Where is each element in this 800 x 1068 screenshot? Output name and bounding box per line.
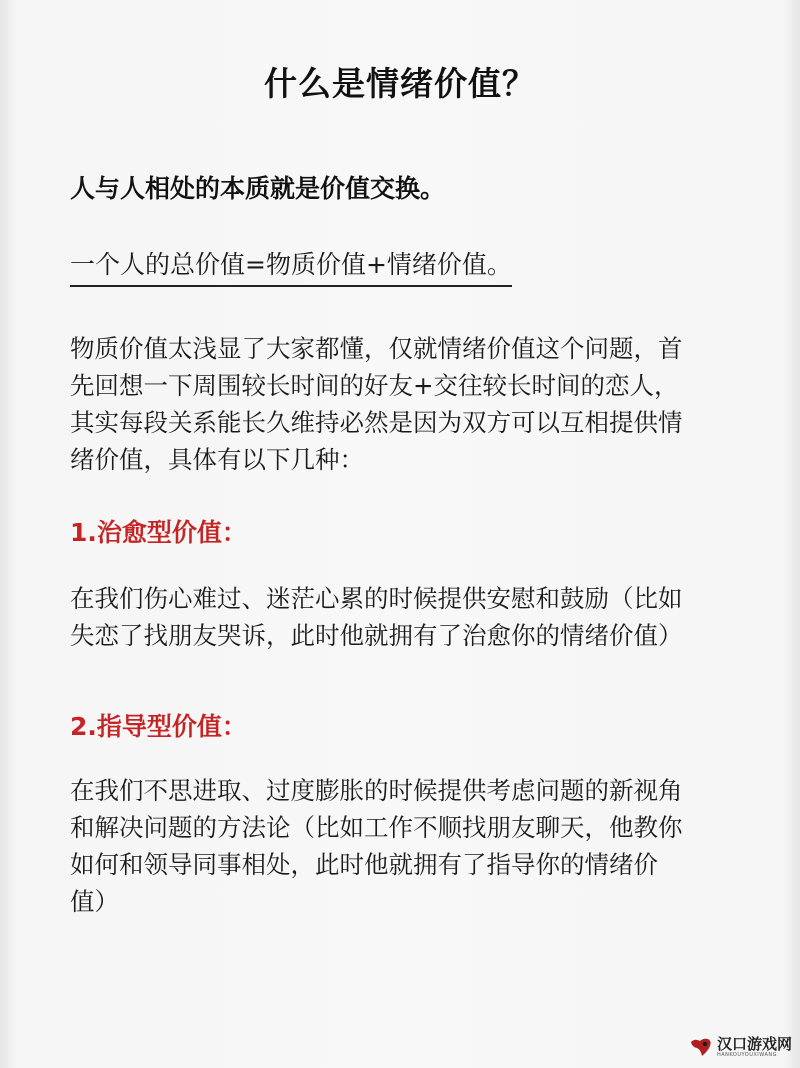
section2-line: 和解决问题的方法论（比如工作不顺找朋友聊天，他教你	[70, 813, 683, 842]
intro-line: 物质价值太浅显了大家都懂，仅就情绪价值这个问题，首	[70, 334, 683, 363]
watermark-name: 汉口游戏网	[716, 1035, 792, 1053]
value-formula-text: 一个人的总价值=物质价值+情绪价值。	[70, 246, 512, 287]
intro-line: 先回想一下周围较长时间的好友+交往较长时间的恋人，	[70, 371, 679, 400]
intro-paragraph	[70, 330, 730, 478]
section2-heading: 2.指导型价值：	[70, 712, 247, 741]
site-logo-icon	[689, 1036, 713, 1058]
watermark-subtitle: HANKOUYOUXIWANG	[716, 1052, 777, 1058]
section1-line: 在我们伤心难过、迷茫心累的时候提供安慰和鼓励（比如	[70, 584, 683, 613]
section1-paragraph	[70, 580, 730, 654]
section2-line: 值）	[70, 887, 119, 916]
page-title: 什么是情绪价值？	[264, 64, 536, 103]
section2-line: 如何和领导同事相处，此时他就拥有了指导你的情绪价	[70, 850, 658, 879]
intro-line: 绪价值，具体有以下几种：	[70, 445, 364, 474]
section1-heading: 1.治愈型价值：	[70, 518, 247, 547]
section2-line: 在我们不思进取、过度膨胀的时候提供考虑问题的新视角	[70, 776, 683, 805]
site-watermark	[689, 1036, 792, 1058]
section2-paragraph	[70, 772, 730, 920]
core-statement: 人与人相处的本质就是价值交换。	[70, 174, 446, 203]
section1-line: 失恋了找朋友哭诉，此时他就拥有了治愈你的情绪价值）	[70, 621, 683, 650]
intro-line: 其实每段关系能长久维持必然是因为双方可以互相提供情	[70, 408, 683, 437]
value-formula	[70, 246, 730, 287]
